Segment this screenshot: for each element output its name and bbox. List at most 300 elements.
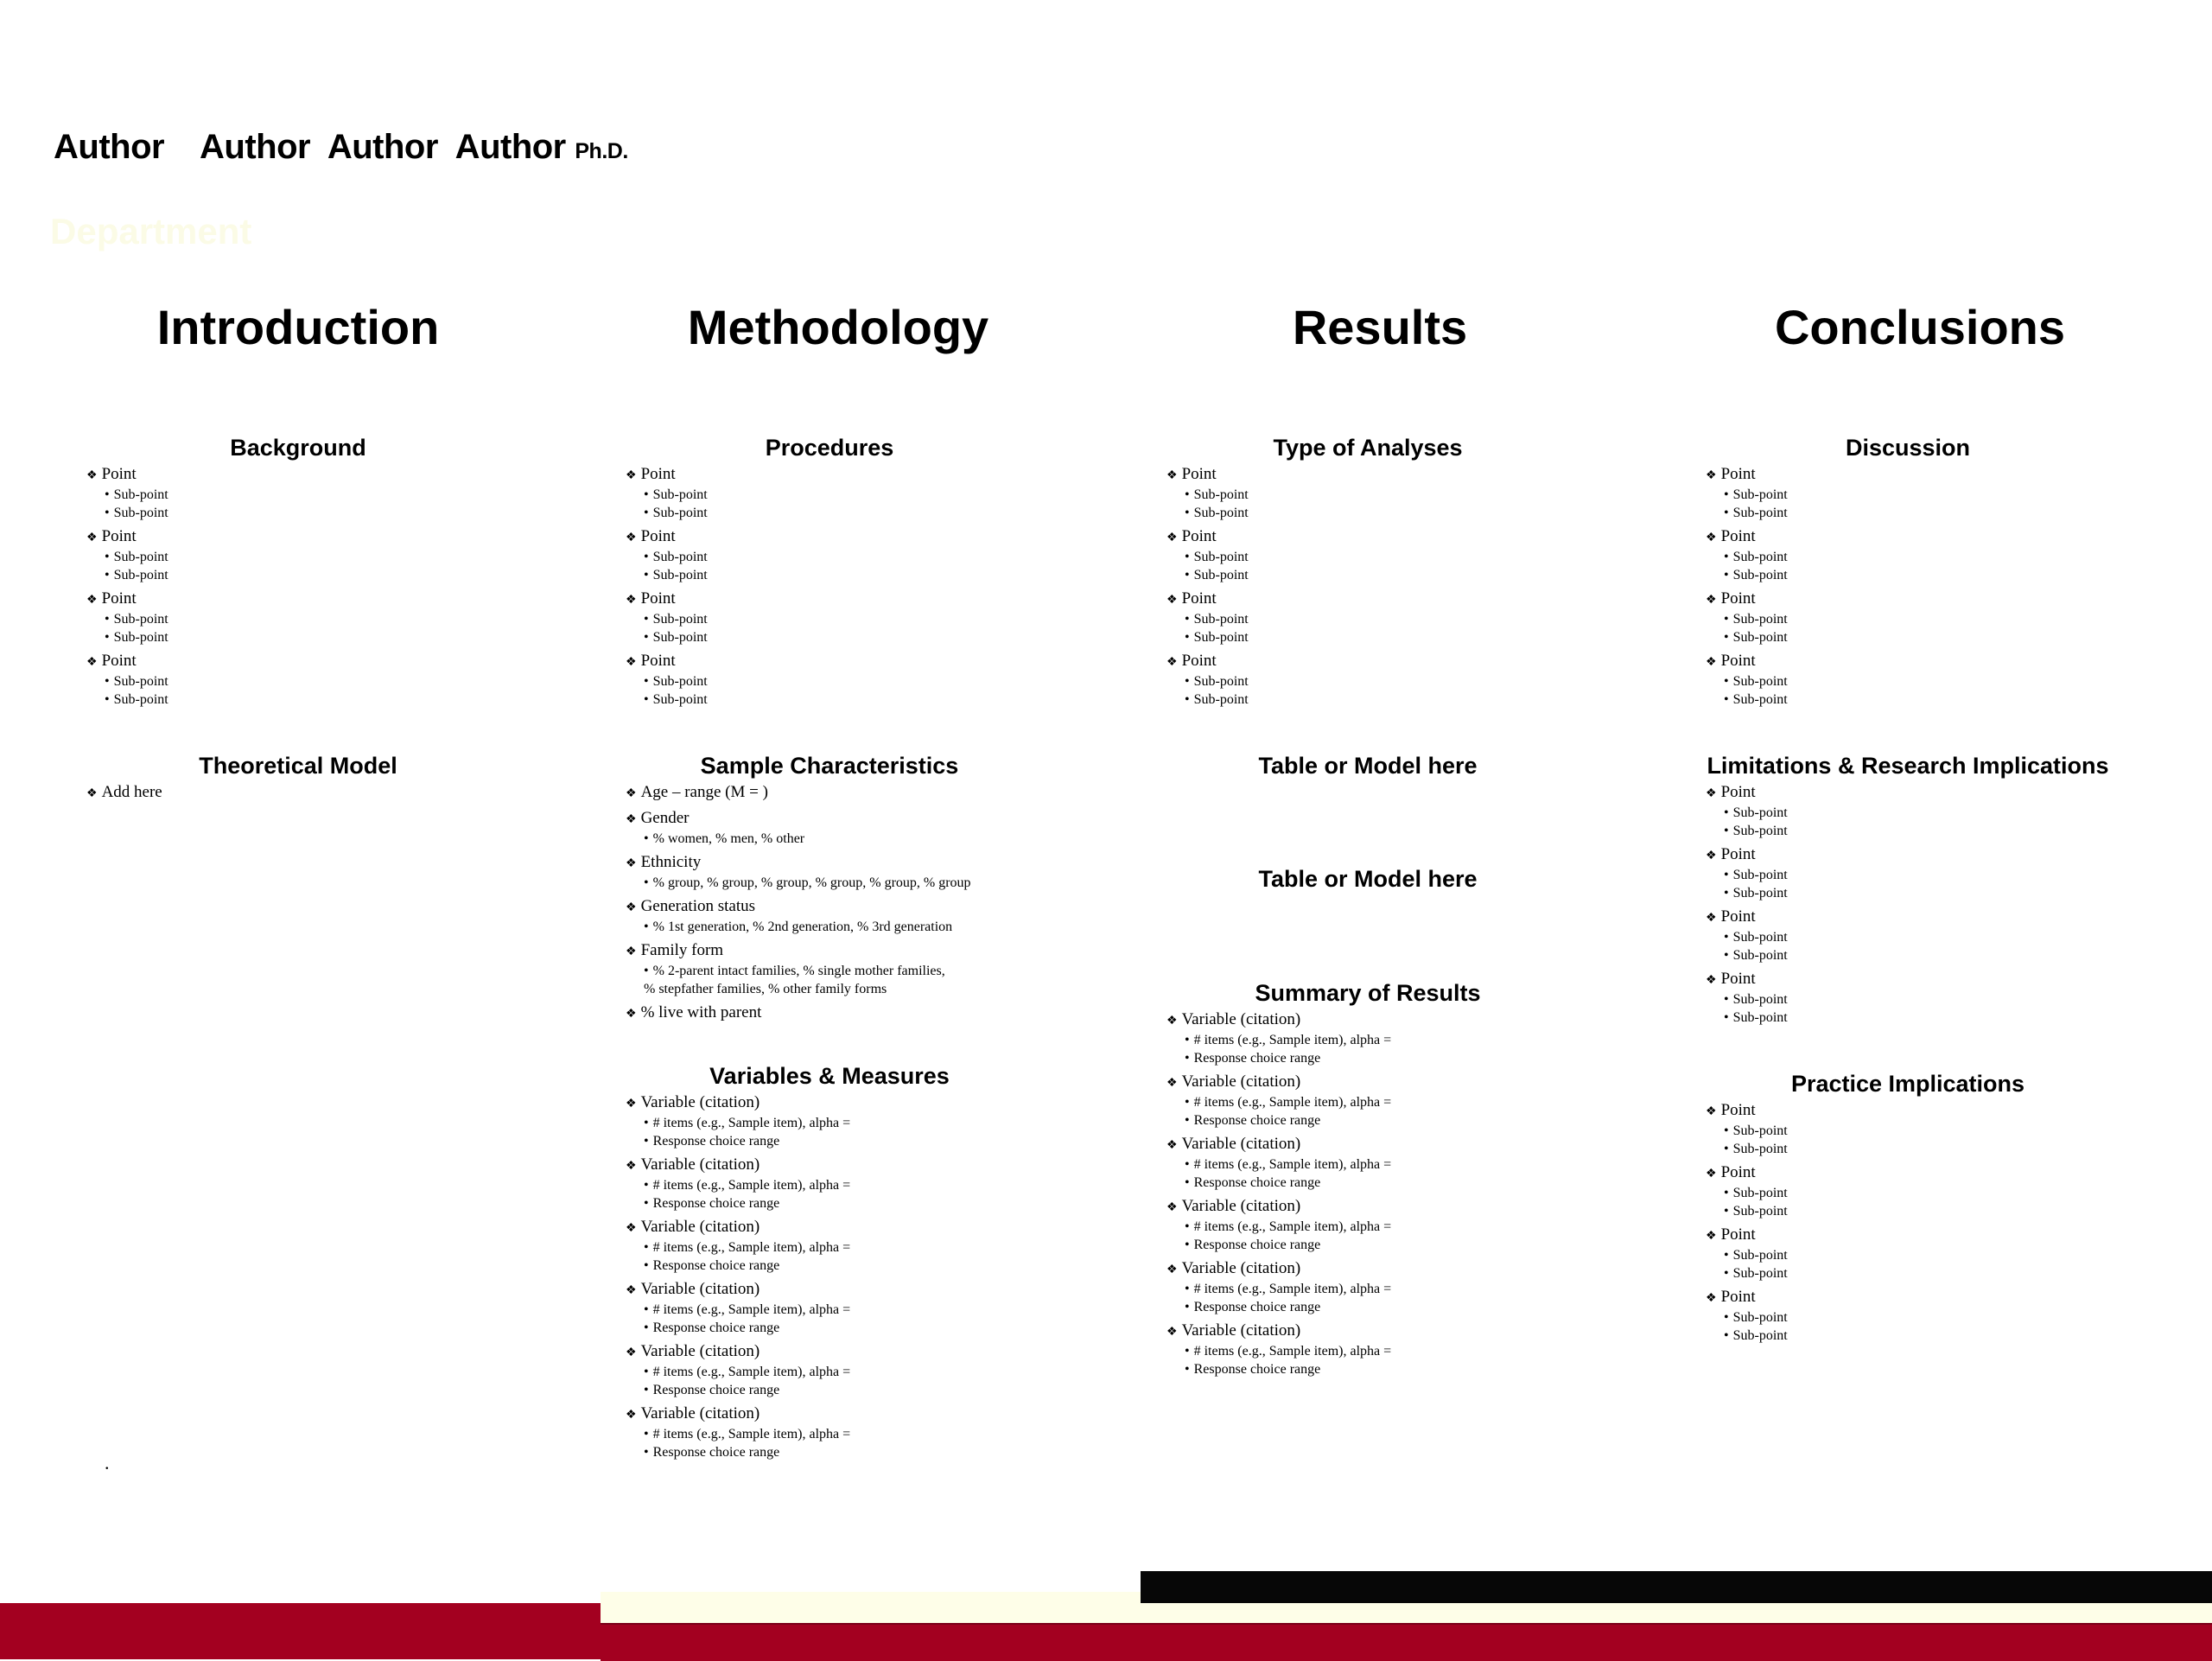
bullet-icon: •: [644, 692, 649, 707]
list-item-text: Point: [1720, 1225, 1756, 1244]
bullet-icon: •: [644, 1240, 649, 1255]
list-item: [1166, 1010, 1636, 1031]
list-item-text: Variable (citation): [640, 1093, 760, 1111]
bullet-icon: •: [1724, 805, 1729, 820]
list-item: [1706, 1163, 2176, 1184]
bullet-icon: •: [1724, 886, 1729, 901]
bullet-icon: •: [1724, 692, 1729, 707]
section-heading: Variables & Measures: [709, 1063, 950, 1089]
list-item: [1706, 465, 2176, 486]
diamond-bullet-icon: ❖: [626, 469, 637, 482]
list-item: [626, 1342, 1097, 1363]
stray-mark: .: [105, 1452, 110, 1473]
sub-item: [1166, 672, 1636, 690]
bullet-icon: •: [644, 674, 649, 689]
sub-item: [1166, 1236, 1636, 1254]
diamond-bullet-icon: ❖: [1706, 1292, 1717, 1305]
sub-item: [86, 504, 566, 522]
sub-item: [626, 830, 1097, 848]
list-item: [1706, 1101, 2176, 1122]
diamond-bullet-icon: ❖: [1166, 656, 1178, 669]
list-item: [1166, 1197, 1636, 1218]
bullet-icon: •: [1724, 930, 1729, 945]
sub-item: [1706, 566, 2176, 584]
bullet-icon: •: [1724, 1266, 1729, 1281]
list-item-text: Point: [1720, 589, 1756, 608]
list-item-text: Age – range (M = ): [640, 783, 768, 801]
bullet-icon: •: [1724, 674, 1729, 689]
sub-item: [1166, 548, 1636, 566]
sub-item-text: Sub-point: [1732, 824, 1788, 838]
bullet-icon: •: [1724, 1328, 1729, 1343]
sub-item: [626, 486, 1097, 504]
sub-item: [1166, 628, 1636, 646]
sub-item: [1166, 1111, 1636, 1130]
sub-item-text: Sub-point: [1732, 1328, 1788, 1343]
section: [1100, 432, 1636, 709]
bullet-list: [1706, 1101, 2176, 1345]
list-item: [1166, 1072, 1636, 1093]
list-item-text: Variable (citation): [1181, 1259, 1301, 1277]
list-item-text: Variable (citation): [640, 1280, 760, 1298]
list-item-text: Point: [1720, 783, 1756, 801]
list-item: [626, 1404, 1097, 1425]
bullet-list: [626, 1093, 1097, 1461]
section-heading: Background: [230, 435, 366, 461]
list-item-text: Point: [1720, 1288, 1756, 1306]
diamond-bullet-icon: ❖: [626, 901, 637, 914]
bullet-icon: •: [105, 487, 110, 502]
sub-item: [1706, 1009, 2176, 1027]
sub-item-text: Response choice range: [1193, 1300, 1321, 1314]
list-item: [1166, 1321, 1636, 1342]
section-heading: Sample Characteristics: [700, 753, 959, 779]
sub-item: [1706, 548, 2176, 566]
bullet-icon: •: [105, 630, 110, 645]
sub-item: [626, 1443, 1097, 1461]
diamond-bullet-icon: ❖: [1706, 1168, 1717, 1181]
sub-item: [1706, 486, 2176, 504]
list-item: [1166, 465, 1636, 486]
diamond-bullet-icon: ❖: [626, 1098, 637, 1111]
sub-item-text: # items (e.g., Sample item), alpha =: [652, 1302, 851, 1317]
list-item: [626, 1093, 1097, 1114]
sub-item-text: Response choice range: [1193, 1362, 1321, 1377]
bullet-icon: •: [1724, 1010, 1729, 1025]
list-item: [86, 589, 566, 610]
bullet-icon: •: [1724, 824, 1729, 838]
section-heading: Discussion: [1845, 435, 1971, 461]
sub-item-text: Response choice range: [1193, 1113, 1321, 1128]
sub-item-text: Sub-point: [1732, 487, 1788, 502]
list-item-text: Variable (citation): [1181, 1010, 1301, 1028]
list-item-text: Variable (citation): [640, 1404, 760, 1422]
sub-item-text: Sub-point: [652, 568, 708, 582]
bullet-list: [1166, 1010, 1636, 1378]
list-item: [626, 783, 1097, 804]
sub-item-text: Response choice range: [652, 1383, 780, 1397]
sub-item: [626, 690, 1097, 709]
list-item: [626, 1218, 1097, 1238]
sub-item: [626, 1363, 1097, 1381]
sub-item: [1166, 566, 1636, 584]
diamond-bullet-icon: ❖: [1166, 1201, 1178, 1214]
department-label: Department: [50, 211, 252, 251]
list-item-text: Family form: [640, 941, 724, 959]
bullet-icon: •: [1185, 1033, 1190, 1047]
bullet-icon: •: [644, 1302, 649, 1317]
sub-item: [1706, 1184, 2176, 1202]
sub-item-text: Sub-point: [1193, 612, 1249, 627]
sub-item-text: Sub-point: [652, 487, 708, 502]
sub-item-text: Sub-point: [1732, 1310, 1788, 1325]
sub-item-text: Sub-point: [1193, 630, 1249, 645]
list-item-text: Gender: [640, 809, 690, 827]
sub-item-text: % 2-parent intact families, % single mother families, % stepfather families, % other family forms: [644, 964, 945, 996]
list-item-text: Point: [1720, 527, 1756, 545]
diamond-bullet-icon: ❖: [1706, 1230, 1717, 1243]
diamond-bullet-icon: ❖: [1166, 469, 1178, 482]
list-item-text: Point: [640, 652, 676, 670]
diamond-bullet-icon: ❖: [1706, 1105, 1717, 1118]
bullet-icon: •: [644, 568, 649, 582]
bullet-icon: •: [644, 506, 649, 520]
sub-item-text: Sub-point: [1732, 692, 1788, 707]
sub-item-text: Sub-point: [652, 630, 708, 645]
sub-item: [626, 1425, 1097, 1443]
list-item: [86, 652, 566, 672]
sub-item: [1706, 1264, 2176, 1282]
sub-item-text: # items (e.g., Sample item), alpha =: [652, 1240, 851, 1255]
sub-item: [1166, 690, 1636, 709]
sub-item: [1706, 866, 2176, 884]
bullet-icon: •: [105, 612, 110, 627]
list-item: [1706, 845, 2176, 866]
list-item: [626, 1280, 1097, 1301]
section: [562, 432, 1097, 709]
list-item: [86, 783, 566, 804]
sub-item: [86, 672, 566, 690]
sub-item: [626, 1132, 1097, 1150]
sub-item-text: Sub-point: [113, 674, 168, 689]
list-item: [1706, 589, 2176, 610]
sub-item: [86, 486, 566, 504]
bullet-icon: •: [1724, 1123, 1729, 1138]
list-item-text: Point: [1720, 652, 1756, 670]
sub-item-text: Response choice range: [652, 1134, 780, 1149]
diamond-bullet-icon: ❖: [1166, 594, 1178, 607]
diamond-bullet-icon: ❖: [1706, 787, 1717, 800]
sub-item-text: Sub-point: [1193, 550, 1249, 564]
section-heading: Table or Model here: [1258, 866, 1478, 892]
list-item-text: Point: [1181, 465, 1217, 483]
list-item-text: Point: [1720, 1163, 1756, 1181]
bullet-icon: •: [1724, 1142, 1729, 1156]
section-heading: Limitations & Research Implications: [1707, 753, 2109, 779]
diamond-bullet-icon: ❖: [1706, 469, 1717, 482]
footer-band-red-right: [601, 1623, 2212, 1661]
author-list: [54, 128, 628, 167]
section: [1100, 863, 1636, 894]
sub-item: [1706, 1327, 2176, 1345]
sub-item-text: # items (e.g., Sample item), alpha =: [1193, 1344, 1392, 1359]
bullet-icon: •: [644, 550, 649, 564]
bullet-icon: •: [644, 1427, 649, 1441]
list-item-text: Point: [1720, 845, 1756, 863]
list-item-text: Point: [1720, 970, 1756, 988]
sub-item: [1706, 946, 2176, 964]
bullet-icon: •: [1724, 550, 1729, 564]
sub-item-text: # items (e.g., Sample item), alpha =: [1193, 1033, 1392, 1047]
bullet-icon: •: [1724, 630, 1729, 645]
list-item: [86, 527, 566, 548]
sub-item-text: # items (e.g., Sample item), alpha =: [1193, 1219, 1392, 1234]
bullet-icon: •: [1185, 674, 1190, 689]
sub-item: [626, 918, 1097, 936]
list-item-text: Variable (citation): [1181, 1135, 1301, 1153]
section: [1100, 750, 1636, 781]
bullet-icon: •: [644, 1178, 649, 1193]
sub-item-text: Response choice range: [1193, 1175, 1321, 1190]
list-item-text: Point: [1181, 527, 1217, 545]
sub-item: [1166, 1031, 1636, 1049]
bullet-icon: •: [644, 831, 649, 846]
bullet-icon: •: [1724, 506, 1729, 520]
diamond-bullet-icon: ❖: [1706, 594, 1717, 607]
sub-item-text: Sub-point: [1732, 568, 1788, 582]
bullet-list: [626, 465, 1097, 709]
list-item-text: Add here: [101, 783, 162, 801]
sub-item: [1706, 610, 2176, 628]
section: [30, 750, 566, 804]
list-item-text: Point: [1720, 1101, 1756, 1119]
bullet-icon: •: [105, 506, 110, 520]
bullet-icon: •: [1724, 487, 1729, 502]
sub-item: [86, 610, 566, 628]
list-item-text: Point: [101, 465, 137, 483]
bullet-icon: •: [1185, 1300, 1190, 1314]
sub-item: [1706, 1246, 2176, 1264]
sub-item: [1166, 1298, 1636, 1316]
sub-item-text: Sub-point: [113, 692, 168, 707]
list-item-text: Ethnicity: [640, 853, 702, 871]
sub-item: [1706, 990, 2176, 1009]
section: [562, 750, 1097, 1024]
sub-item-text: Sub-point: [1732, 1142, 1788, 1156]
sub-item-text: Sub-point: [1193, 506, 1249, 520]
diamond-bullet-icon: ❖: [1166, 531, 1178, 544]
sub-item: [626, 1319, 1097, 1337]
bullet-icon: •: [1724, 612, 1729, 627]
diamond-bullet-icon: ❖: [626, 1284, 637, 1297]
sub-item: [1706, 804, 2176, 822]
sub-item-text: Response choice range: [652, 1258, 780, 1273]
sub-item: [86, 566, 566, 584]
diamond-bullet-icon: ❖: [1706, 974, 1717, 987]
sub-item: [626, 1194, 1097, 1212]
sub-item: [1706, 672, 2176, 690]
bullet-icon: •: [1185, 1175, 1190, 1190]
sub-item-text: Sub-point: [1732, 630, 1788, 645]
list-item-text: Variable (citation): [1181, 1197, 1301, 1215]
sub-item-text: Sub-point: [1732, 1204, 1788, 1219]
list-item: [1166, 1135, 1636, 1155]
list-item-text: Point: [1720, 465, 1756, 483]
bullet-list: [86, 783, 566, 804]
diamond-bullet-icon: ❖: [1166, 1326, 1178, 1339]
author-names: Author Author Author Author: [54, 128, 575, 166]
bullet-icon: •: [105, 692, 110, 707]
sub-item: [1166, 1360, 1636, 1378]
sub-item: [1706, 822, 2176, 840]
bullet-icon: •: [1185, 1362, 1190, 1377]
sub-item: [1166, 1093, 1636, 1111]
bullet-list: [1706, 783, 2176, 1027]
list-item: [1706, 527, 2176, 548]
bullet-icon: •: [644, 1321, 649, 1335]
sub-item: [1166, 1155, 1636, 1174]
diamond-bullet-icon: ❖: [1706, 912, 1717, 925]
diamond-bullet-icon: ❖: [626, 945, 637, 958]
sub-item-text: Sub-point: [652, 506, 708, 520]
sub-item: [1166, 1218, 1636, 1236]
sub-item-text: # items (e.g., Sample item), alpha =: [1193, 1095, 1392, 1110]
sub-item-text: Response choice range: [652, 1196, 780, 1211]
bullet-icon: •: [1185, 692, 1190, 707]
bullet-icon: •: [1724, 992, 1729, 1007]
sub-item: [1166, 504, 1636, 522]
sub-item: [1706, 1202, 2176, 1220]
sub-item: [626, 566, 1097, 584]
bullet-icon: •: [1185, 1157, 1190, 1172]
list-item-text: Point: [101, 589, 137, 608]
sub-item-text: Sub-point: [1193, 692, 1249, 707]
list-item: [1166, 1259, 1636, 1280]
list-item: [626, 589, 1097, 610]
sub-item-text: Sub-point: [1732, 506, 1788, 520]
list-item-text: Variable (citation): [640, 1155, 760, 1174]
bullet-icon: •: [1185, 487, 1190, 502]
section: [1100, 977, 1636, 1378]
sub-item-text: # items (e.g., Sample item), alpha =: [652, 1116, 851, 1130]
list-item: [626, 853, 1097, 874]
sub-item: [626, 548, 1097, 566]
sub-item-text: # items (e.g., Sample item), alpha =: [1193, 1282, 1392, 1296]
diamond-bullet-icon: ❖: [86, 469, 98, 482]
section: [1640, 432, 2176, 709]
diamond-bullet-icon: ❖: [86, 787, 98, 800]
list-item: [1706, 1288, 2176, 1308]
diamond-bullet-icon: ❖: [626, 1160, 637, 1173]
list-item: [1166, 527, 1636, 548]
sub-item-text: Sub-point: [1193, 674, 1249, 689]
sub-item-text: Sub-point: [1732, 992, 1788, 1007]
sub-item-text: Response choice range: [652, 1445, 780, 1460]
sub-item-text: Sub-point: [1193, 487, 1249, 502]
sub-item: [1706, 628, 2176, 646]
bullet-icon: •: [644, 964, 649, 978]
bullet-icon: •: [1185, 1344, 1190, 1359]
diamond-bullet-icon: ❖: [626, 531, 637, 544]
diamond-bullet-icon: ❖: [1706, 531, 1717, 544]
sub-item: [1706, 884, 2176, 902]
list-item-text: Point: [640, 589, 676, 608]
sub-item-text: Sub-point: [652, 550, 708, 564]
list-item-text: Generation status: [640, 897, 755, 915]
list-item: [1706, 907, 2176, 928]
sub-item-text: Sub-point: [652, 674, 708, 689]
sub-item-text: Sub-point: [1732, 868, 1788, 882]
sub-item-text: Sub-point: [1732, 1266, 1788, 1281]
sub-item: [1166, 1049, 1636, 1067]
bullet-icon: •: [644, 612, 649, 627]
bullet-icon: •: [105, 674, 110, 689]
bullet-icon: •: [1185, 568, 1190, 582]
bullet-icon: •: [644, 920, 649, 934]
bullet-icon: •: [1185, 1282, 1190, 1296]
section-heading: Summary of Results: [1255, 980, 1481, 1006]
bullet-list: [1166, 465, 1636, 709]
sub-item: [626, 628, 1097, 646]
section: [562, 1060, 1097, 1461]
list-item: [1706, 970, 2176, 990]
bullet-icon: •: [1185, 1051, 1190, 1066]
bullet-icon: •: [1185, 612, 1190, 627]
bullet-icon: •: [1185, 506, 1190, 520]
bullet-icon: •: [644, 1116, 649, 1130]
list-item: [626, 527, 1097, 548]
diamond-bullet-icon: ❖: [626, 1222, 637, 1235]
sub-item: [1166, 1174, 1636, 1192]
bullet-icon: •: [1724, 948, 1729, 963]
sub-item: [1706, 1308, 2176, 1327]
sub-item-text: # items (e.g., Sample item), alpha =: [652, 1365, 851, 1379]
section: [30, 432, 566, 709]
section: [1640, 1068, 2176, 1345]
sub-item-text: Sub-point: [113, 630, 168, 645]
sub-item: [1706, 690, 2176, 709]
list-item: [626, 897, 1097, 918]
bullet-icon: •: [1724, 868, 1729, 882]
list-item: [626, 465, 1097, 486]
list-item: [1166, 652, 1636, 672]
sub-item: [626, 504, 1097, 522]
diamond-bullet-icon: ❖: [626, 1409, 637, 1422]
list-item-text: Variable (citation): [640, 1342, 760, 1360]
list-item: [1166, 589, 1636, 610]
diamond-bullet-icon: ❖: [626, 1346, 637, 1359]
sub-item: [1706, 928, 2176, 946]
bullet-icon: •: [644, 1258, 649, 1273]
list-item-text: Point: [101, 652, 137, 670]
list-item: [626, 1003, 1097, 1024]
column-title: Conclusions: [1774, 300, 2066, 354]
bullet-list: [1706, 465, 2176, 709]
bullet-icon: •: [1185, 1113, 1190, 1128]
sub-item-text: Sub-point: [1732, 886, 1788, 901]
sub-item-text: Sub-point: [1732, 1186, 1788, 1200]
list-item: [1706, 652, 2176, 672]
sub-item: [86, 628, 566, 646]
sub-item-text: # items (e.g., Sample item), alpha =: [652, 1178, 851, 1193]
sub-item-text: Sub-point: [1732, 930, 1788, 945]
sub-item-text: Sub-point: [1732, 612, 1788, 627]
sub-item-text: Sub-point: [1732, 674, 1788, 689]
section-heading: Practice Implications: [1790, 1071, 2025, 1097]
diamond-bullet-icon: ❖: [1706, 850, 1717, 862]
sub-item-text: Sub-point: [652, 612, 708, 627]
list-item: [1706, 1225, 2176, 1246]
